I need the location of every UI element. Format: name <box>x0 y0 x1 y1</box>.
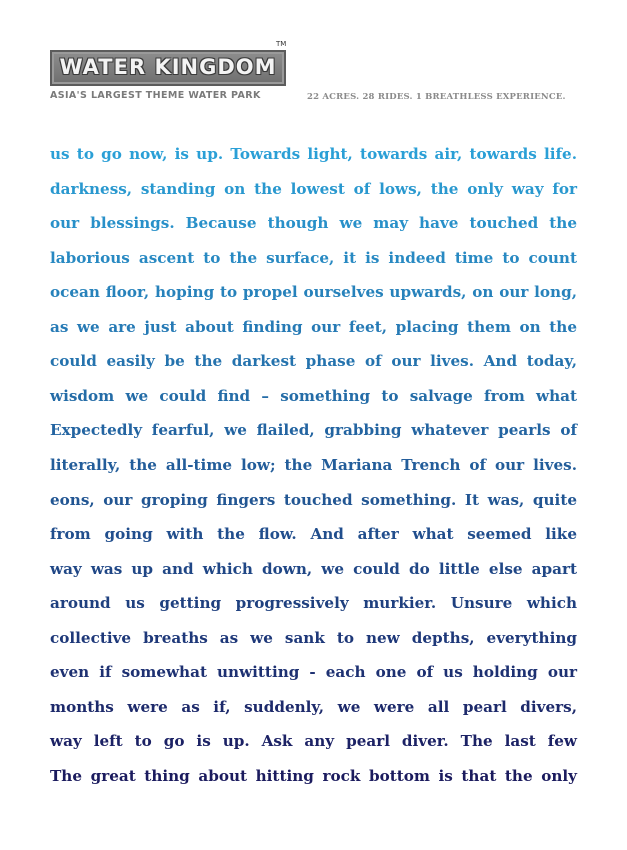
body-line: collective breaths as we sank to new depths, everything <box>50 628 577 647</box>
body-line: laborious ascent to the surface, it is indeed time to count <box>50 248 577 267</box>
body-line: even if somewhat unwitting - each one of us holding our <box>50 663 577 682</box>
body-line: The great thing about hitting rock bottom is that the only <box>50 766 577 785</box>
body-line: way left to go is up. Ask any pearl diver. The last few <box>50 732 577 751</box>
body-line: ocean floor, hoping to propel ourselves upwards, on our long, <box>50 283 577 302</box>
body-line: months were as if, suddenly, we were all pearl divers, <box>50 697 577 716</box>
body-line: from going with the flow. And after what seemed like <box>50 525 577 544</box>
body-line: could easily be the darkest phase of our lives. And today, <box>50 352 577 371</box>
body-line: Expectedly fearful, we flailed, grabbing whatever pearls of <box>50 421 577 440</box>
body-line: darkness, standing on the lowest of lows, the only way for <box>50 179 577 198</box>
body-line: literally, the all-time low; the Mariana Trench of our lives. <box>50 455 577 474</box>
water-kingdom-logo <box>50 50 286 86</box>
body-line: around us getting progressively murkier. Unsure which <box>50 594 577 613</box>
body-line: wisdom we could find – something to salvage from what <box>50 386 577 405</box>
park-stats-tagline: 22 ACRES. 28 RIDES. 1 BREATHLESS EXPERIENCE. <box>307 92 566 102</box>
body-line: our blessings. Because though we may have touched the <box>50 214 577 233</box>
brand-tagline: ASIA'S LARGEST THEME WATER PARK <box>50 90 261 101</box>
body-line: as we are just about finding our feet, placing them on the <box>50 317 577 336</box>
body-line: way was up and which down, we could do little else apart <box>50 559 577 578</box>
logo-text: WATER KINGDOM <box>59 55 277 79</box>
body-line: eons, our groping fingers touched something. It was, quite <box>50 490 577 509</box>
trademark-symbol: TM <box>276 40 287 48</box>
body-line: us to go now, is up. Towards light, towards air, towards life. <box>50 145 577 163</box>
